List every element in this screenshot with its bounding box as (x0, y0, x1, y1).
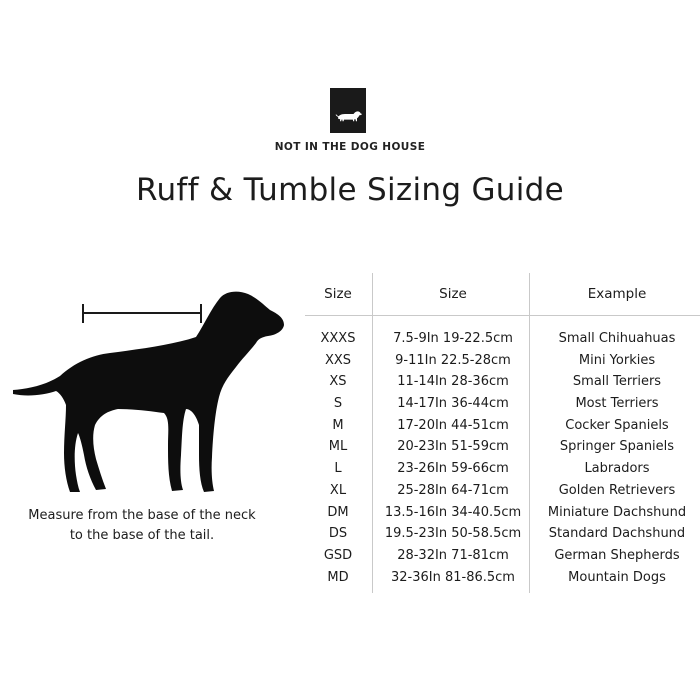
size-code: XXS (324, 352, 352, 368)
header-example: Example (587, 286, 647, 302)
table-row (305, 436, 700, 458)
table-row (305, 371, 700, 393)
size-code: XXXS (320, 331, 356, 346)
size-measure: 23-26In 59-66cm (397, 461, 509, 477)
size-example: Springer Spaniels (559, 439, 675, 455)
size-code: S (333, 396, 343, 412)
table-row (305, 567, 700, 589)
size-example: German Shepherds (554, 547, 680, 563)
size-measure: 28-32In 71-81cm (397, 547, 509, 563)
caption-line-1: Measure from the base of the neck (28, 508, 256, 523)
table-row (305, 458, 700, 480)
size-code: XL (329, 482, 347, 498)
size-code: L (334, 461, 342, 477)
size-example: Miniature Dachshund (547, 504, 687, 520)
size-code: GSD (323, 547, 353, 563)
size-measure: 25-28In 64-71cm (397, 482, 509, 498)
table-body (305, 328, 700, 588)
size-example: Standard Dachshund (548, 526, 686, 542)
size-code: XS (329, 374, 347, 390)
caption-line-2: to the base of the tail. (69, 528, 215, 543)
table-row (305, 502, 700, 524)
size-example: Most Terriers (575, 396, 659, 412)
size-example: Golden Retrievers (558, 482, 676, 498)
size-measure: 9-11In 22.5-28cm (395, 352, 511, 368)
sizing-table (305, 273, 700, 595)
size-measure: 13.5-16In 34-40.5cm (384, 504, 522, 520)
header-size-measure: Size (439, 286, 467, 302)
size-code: DM (327, 504, 349, 520)
size-code: MD (327, 569, 349, 585)
measurement-caption (2, 506, 282, 546)
header-size-code: Size (324, 286, 352, 302)
size-measure: 14-17In 36-44cm (397, 396, 509, 412)
table-row (305, 393, 700, 415)
size-example: Mini Yorkies (578, 352, 656, 368)
size-measure: 20-23In 51-59cm (397, 439, 509, 455)
size-example: Labradors (584, 461, 650, 477)
brand-logo (330, 88, 366, 133)
size-code: DS (328, 526, 348, 542)
measure-guide (83, 304, 201, 323)
header-divider (305, 315, 700, 316)
size-measure: 17-20In 44-51cm (397, 417, 509, 433)
brand-name: NOT IN THE DOG HOUSE (274, 141, 426, 153)
size-example: Mountain Dogs (568, 569, 666, 585)
size-example: Small Terriers (572, 374, 662, 390)
table-row (305, 545, 700, 567)
size-measure: 7.5-9In 19-22.5cm (393, 331, 513, 346)
table-row (305, 350, 700, 372)
size-code: ML (328, 439, 348, 455)
table-row (305, 523, 700, 545)
page-title: Ruff & Tumble Sizing Guide (136, 172, 564, 208)
table-row (305, 328, 700, 350)
dachshund-logo-icon (330, 88, 366, 133)
size-measure: 19.5-23In 50-58.5cm (384, 526, 522, 542)
size-measure: 32-36In 81-86.5cm (391, 569, 515, 585)
size-code: M (332, 417, 344, 433)
size-example: Small Chihuahuas (558, 331, 676, 346)
dog-silhouette-icon (0, 285, 300, 500)
dog-illustration (0, 285, 300, 500)
table-row (305, 480, 700, 502)
size-measure: 11-14In 28-36cm (397, 374, 509, 390)
size-example: Cocker Spaniels (565, 417, 669, 433)
table-row (305, 415, 700, 437)
